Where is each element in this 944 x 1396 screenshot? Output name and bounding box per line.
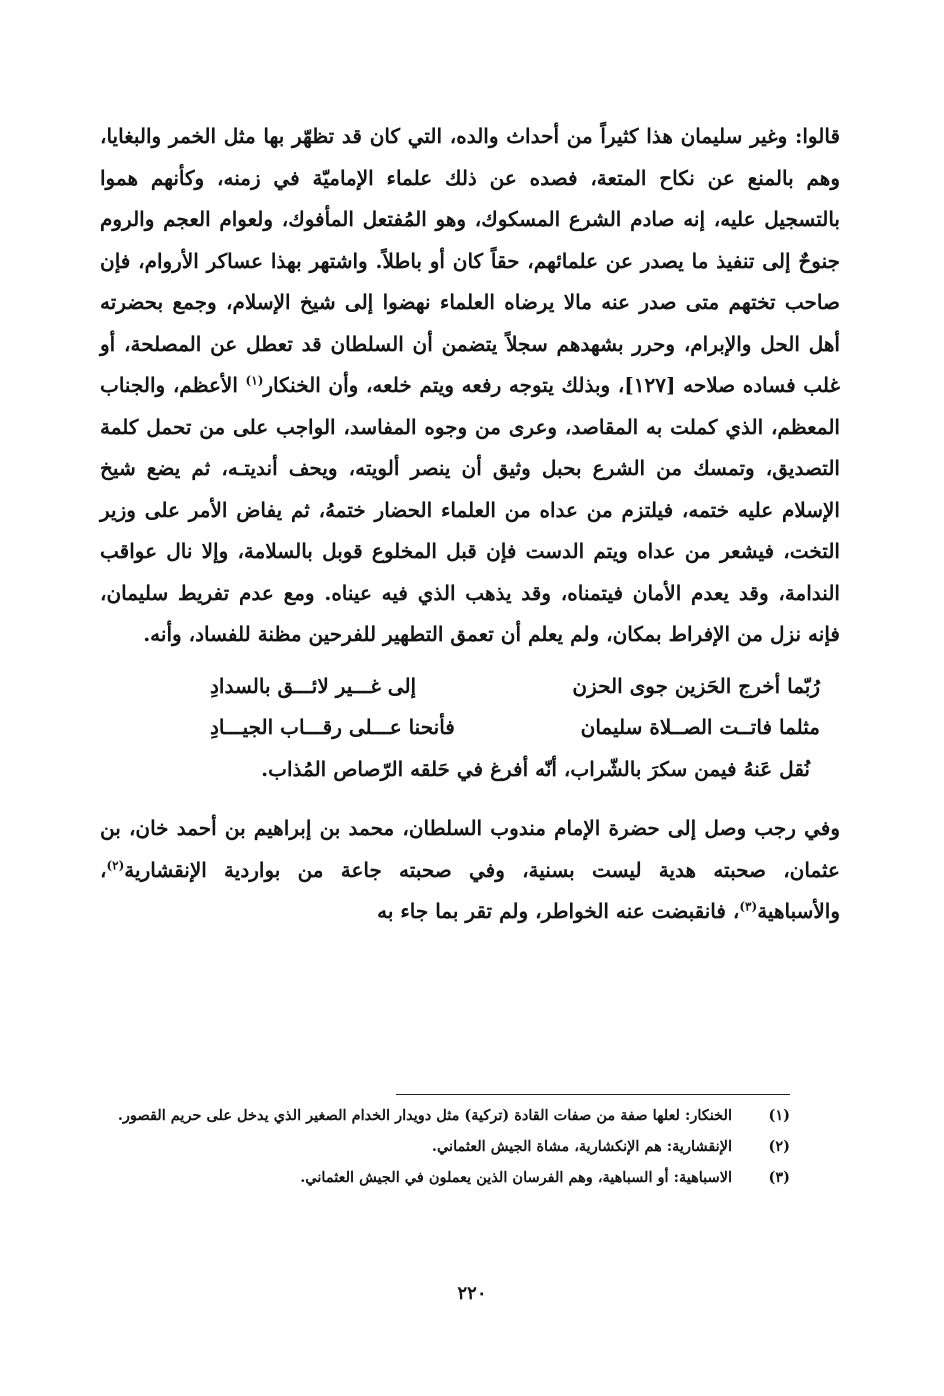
paragraph-2-text-b: ، والأسباهية — [100, 857, 840, 923]
footnote-ref-1[interactable]: (١) — [245, 373, 264, 388]
footnote-1 — [100, 1100, 790, 1131]
paragraph-1 — [100, 116, 840, 656]
footnote-2 — [100, 1131, 790, 1162]
footnote-2-text: الإنقشارية: هم الإنكشارية، مشاة الجيش العثماني. — [431, 1138, 732, 1155]
footnote-ref-2[interactable]: (٢) — [106, 857, 125, 872]
verse-1-first-hemistich: رُبّما أخرج الحَزين جوى الحزن — [572, 673, 820, 698]
verse-2-second-hemistich: فأنحنا عـــلى رقـــاب الجيـــادِ — [210, 715, 455, 739]
paragraph-1-continued: الأعظم، والجناب المعظم، الذي كملت به المقاصد، وعرى من وجوه المفاسد، الواجب على من تحمل كلمة التصديق، وتمسك من الشرع بحبل وثيق أن ينصر ألويته، ويحف أنديتـه، ثم يضع شيخ الإسلام عليه ختمه، فيلتزم من عداه من العلماء الحضار ختمهُ، ثم يفاض الأمر على وزير التخت، فيشعر من عداه ويتم الدست فإن قبل المخلوع قوبل بالسلامة، وإلا نال عواقب الندامة، وقد يعدم الأمان فيتمناه، وقد يذهب الذي فيه عيناه. ومع عدم تفريط سليمان، فإنه نزل من الإفراط بمكان، ولم يعلم أن تعمق التطهير للفرحين مظنة للفساد، وأنه. — [100, 373, 840, 646]
paragraph-2 — [100, 808, 840, 933]
paragraph-1-text: قالوا: وغير سليمان هذا كثيراً من أحداث والده، التي كان قد تظهّر بها مثل الخمر والبغايا، وهم بالمنع عن نكاح المتعة، فصده عن ذلك علماء الإماميّة في زمنه، وكأنهم هموا بالتسجيل عليه، إنه صادم الشرع المسكوك، وهو المُفتعل المأفوك، ولعوام العجم والروم جنوحٌ إلى تنفيذ ما يصدر عن علمائهم، حقاً كان أو باطلاً. واشتهر بهذا عساكر الأروام، فإن صاحب تختهم متى صدر عنه مالا يرضاه العلماء نهضوا إلى شيخ الإسلام، وجمع بحضرته أهل الحل والإبرام، وحرر بشهدهم سجلاً يتضمن أن السلطان قد تعطل عن المصلحة، أو غلب فساده صلاحه [١٢٧]، وبذلك يتوجه رفعه ويتم خلعه، وأن الخنكار — [100, 124, 841, 397]
verse-2-first-hemistich: مثلما فاتــت الصــلاة سليمان — [580, 715, 820, 739]
footnote-1-text: الخنكار: لعلها صفة من صفات القادة (تركية) مثل دويدار الخدام الصغير الذي يدخل على حريم القصور. — [117, 1107, 732, 1124]
footnote-3-text: الاسباهية: أو السباهية، وهم الفرسان الذين يعملون في الجيش العثماني. — [300, 1169, 732, 1186]
footnote-ref-3[interactable]: (٣) — [739, 899, 758, 914]
poem — [100, 666, 840, 791]
poem-followup-line: نُقل عَنهُ فيمن سكرَ بالشّراب، أنّه أفرغ في حَلقه الرّصاص المُذاب. — [261, 756, 810, 781]
verse-2 — [210, 707, 820, 749]
paragraph-2-text-c: ، فانقبضت عنه الخواطر، ولم تقر بما جاء به — [377, 899, 740, 923]
footnote-3-number: (٣) — [768, 1169, 790, 1186]
paragraph-2-text: وفي رجب وصل إلى حضرة الإمام مندوب السلطان، محمد بن إبراهيم بن أحمد خان، بن عثمان، صحبته هدية ليست بسنية، وفي صحبته جاعة من بواردية الإنقشارية — [100, 816, 840, 882]
verse-1 — [210, 666, 820, 708]
verse-1-second-hemistich: إلى غـــير لائـــق بالسدادِ — [210, 673, 417, 698]
footnote-2-number: (٢) — [768, 1138, 790, 1155]
footnote-3 — [100, 1162, 790, 1193]
footnote-divider — [396, 1094, 790, 1095]
footnotes — [100, 1100, 790, 1193]
main-text — [100, 116, 840, 933]
page-number: ٢٢٠ — [457, 1283, 487, 1304]
footnote-1-number: (١) — [768, 1107, 790, 1124]
